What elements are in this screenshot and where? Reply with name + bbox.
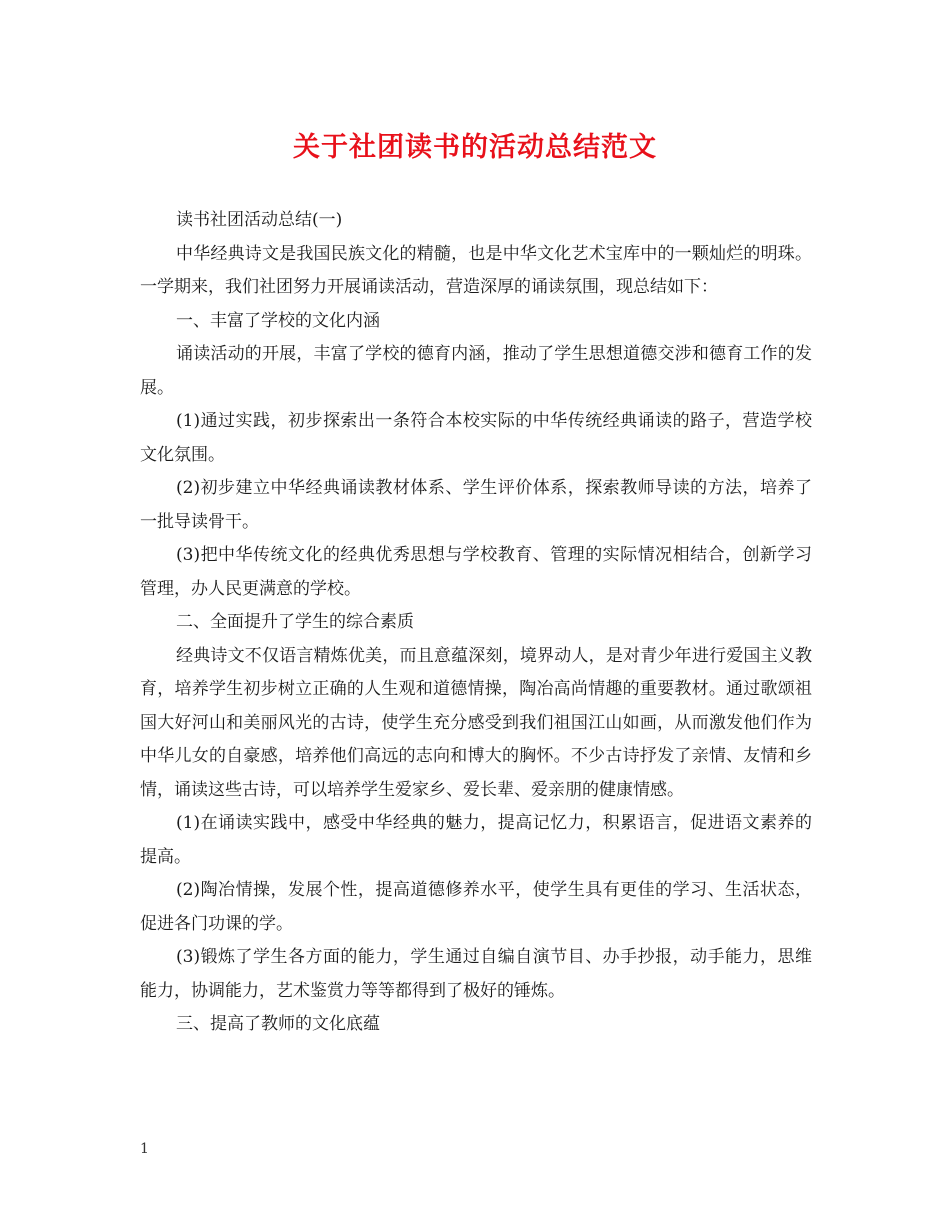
paragraph: 中华经典诗文是我国民族文化的精髓，也是中华文化艺术宝库中的一颗灿烂的明珠。一学期来，我们社团努力开展诵读活动，营造深厚的诵读氛围，现总结如下： xyxy=(140,243,812,297)
list-item: (2)初步建立中华经典诵读教材体系、学生评价体系，探索教师导读的方法，培养了一批导读骨干。 xyxy=(140,478,812,532)
list-item: (3)锻炼了学生各方面的能力，学生通过自编自演节目、办手抄报，动手能力，思维能力，协调能力，艺术鉴赏力等等都得到了极好的锤炼。 xyxy=(140,947,812,1001)
paragraph: 经典诗文不仅语言精炼优美，而且意蕴深刻，境界动人，是对青少年进行爱国主义教育，培养学生初步树立正确的人生观和道德情操，陶冶高尚情趣的重要教材。通过歌颂祖国大好河山和美丽风光的古诗，使学生充分感受到我们祖国江山如画，从而激发他们作为中华儿女的自豪感，培养他们高远的志向和博大的胸怀。不少古诗抒发了亲情、友情和乡情，诵读这些古诗，可以培养学生爱家乡、爱长辈、爱亲朋的健康情感。 xyxy=(140,645,812,800)
list-item: (3)把中华传统文化的经典优秀思想与学校教育、管理的实际情况相结合，创新学习管理，办人民更满意的学校。 xyxy=(140,545,812,599)
section-heading: 一、丰富了学校的文化内涵 xyxy=(176,310,380,331)
page-number: 1 xyxy=(140,1141,149,1157)
document-title: 关于社团读书的活动总结范文 xyxy=(293,132,657,163)
section-heading: 三、提高了教师的文化底蕴 xyxy=(176,1014,380,1034)
paragraph: 诵读活动的开展，丰富了学校的德育内涵，推动了学生思想道德交涉和德育工作的发展。 xyxy=(140,344,812,398)
list-item: (1)在诵读实践中，感受中华经典的魅力，提高记忆力，积累语言，促进语文素养的提高。 xyxy=(140,813,812,867)
list-item: (1)通过实践，初步探索出一条符合本校实际的中华传统经典诵读的路子，营造学校文化氛围。 xyxy=(140,411,812,465)
document-body xyxy=(140,204,812,1042)
paragraph: 读书社团活动总结(一) xyxy=(176,210,343,230)
list-item: (2)陶冶情操，发展个性，提高道德修养水平，使学生具有更佳的学习、生活状态，促进各门功课的学。 xyxy=(140,880,812,934)
section-heading: 二、全面提升了学生的综合素质 xyxy=(176,612,414,632)
